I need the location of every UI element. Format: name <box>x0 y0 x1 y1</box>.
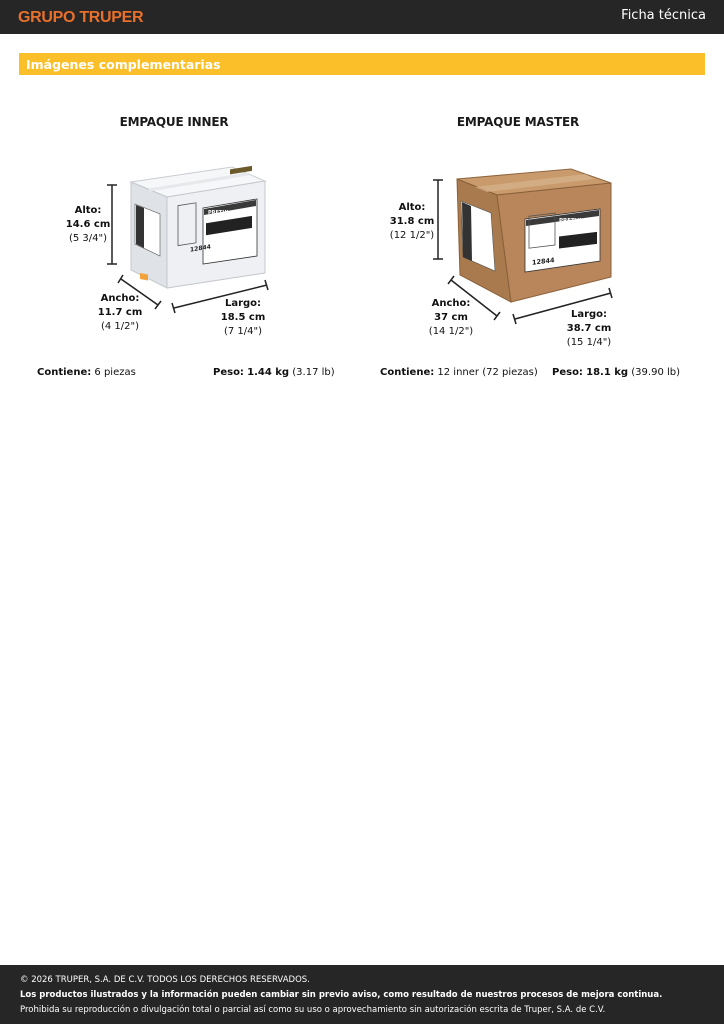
top-bar <box>0 0 724 34</box>
inner-heading: EMPAQUE INNER <box>119 115 229 129</box>
inner-box-brand: PRETUL <box>208 210 230 216</box>
master-peso: Peso: 18.1 kg (39.90 lb) <box>552 367 681 378</box>
master-box-brand: PRETUL <box>559 218 583 224</box>
master-ancho: Ancho: 37 cm (14 1/2") <box>428 298 474 337</box>
section-header <box>19 53 705 75</box>
document-type: Ficha técnica <box>621 8 706 23</box>
inner-ancho: Ancho: 11.7 cm (4 1/2") <box>97 293 143 332</box>
section-title: Imágenes complementarias <box>26 57 221 72</box>
master-alto: Alto: 31.8 cm (12 1/2") <box>389 202 435 241</box>
footer <box>0 965 724 1024</box>
master-largo: Largo: 38.7 cm (15 1/4") <box>566 309 612 348</box>
master-contiene: Contiene: 12 inner (72 piezas) <box>380 367 538 378</box>
master-heading: EMPAQUE MASTER <box>456 115 580 129</box>
inner-peso: Peso: 1.44 kg (3.17 lb) <box>213 367 335 378</box>
truper-logo: GRUPO TRUPER <box>18 9 144 26</box>
footer-prohibition: Prohibida su reproducción o divulgación total o parcial así como su uso o aprovechamiento sin autorización escrita de Truper, S.A. de C.V. <box>20 1005 606 1015</box>
footer-copyright: © 2026 TRUPER, S.A. DE C.V. TODOS LOS DERECHOS RESERVADOS. <box>20 975 310 985</box>
footer-notice: Los productos ilustrados y la información pueden cambiar sin previo aviso, como resultado de nuestros procesos de mejora continua. <box>20 990 663 1000</box>
inner-contiene: Contiene: 6 piezas <box>37 367 136 378</box>
inner-box-code: 12844 <box>190 243 211 254</box>
master-box-code: 12844 <box>532 256 555 267</box>
inner-alto: Alto: 14.6 cm (5 3/4") <box>65 205 111 244</box>
inner-largo: Largo: 18.5 cm (7 1/4") <box>220 298 266 337</box>
